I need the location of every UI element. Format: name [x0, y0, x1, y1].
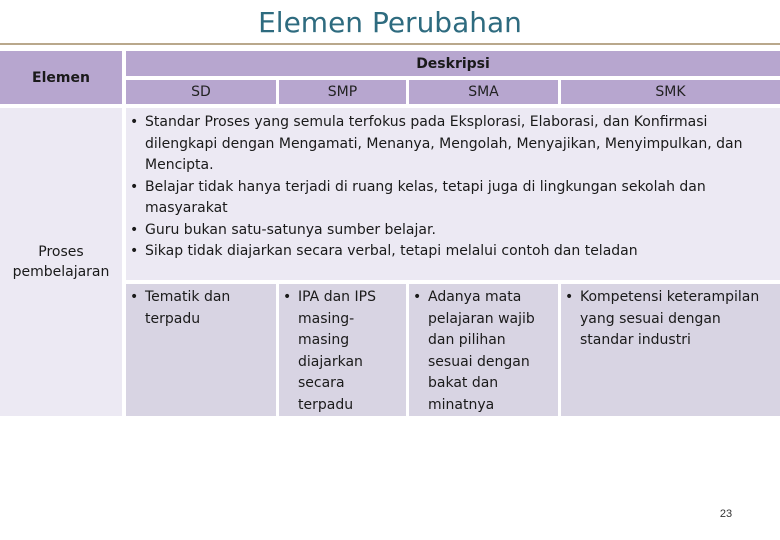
general-description-list	[130, 112, 772, 263]
list-item: • Standar Proses yang semula terfokus pada Eksplorasi, Elaborasi, dan Konfirmasi dilengkapi dengan Mengamati, Menanya, Mengolah, Menyajikan, Menyimpulkan, dan Mencipta.	[130, 112, 772, 177]
general-description-cell	[126, 108, 780, 280]
smp-description-cell	[279, 284, 406, 416]
header-smp: SMP	[279, 80, 406, 104]
list-item: • IPA dan IPS masing-masing diajarkan secara terpadu	[283, 287, 402, 416]
header-sma: SMA	[409, 80, 558, 104]
list-item: • Sikap tidak diajarkan secara verbal, tetapi melalui contoh dan teladan	[130, 241, 772, 263]
page-number: 23	[719, 508, 733, 520]
list-item: • Kompetensi keterampilan yang sesuai dengan standar industri	[565, 287, 776, 352]
header-elemen: Elemen	[0, 51, 122, 104]
title-divider	[0, 43, 780, 45]
row-label-proses-pembelajaran: Proses pembelajaran	[0, 108, 122, 416]
sd-description-cell	[126, 284, 276, 416]
list-item: • Belajar tidak hanya terjadi di ruang kelas, tetapi juga di lingkungan sekolah dan masyarakat	[130, 177, 772, 220]
list-item: • Adanya mata pelajaran wajib dan pilihan sesuai dengan bakat dan minatnya	[413, 287, 554, 416]
list-item: • Guru bukan satu-satunya sumber belajar.	[130, 220, 772, 242]
header-smk: SMK	[561, 80, 780, 104]
list-item: • Tematik dan terpadu	[130, 287, 272, 330]
header-sd: SD	[126, 80, 276, 104]
header-deskripsi: Deskripsi	[126, 51, 780, 76]
sma-description-cell	[409, 284, 558, 416]
page-title: Elemen Perubahan	[258, 6, 522, 39]
smk-description-cell	[561, 284, 780, 416]
